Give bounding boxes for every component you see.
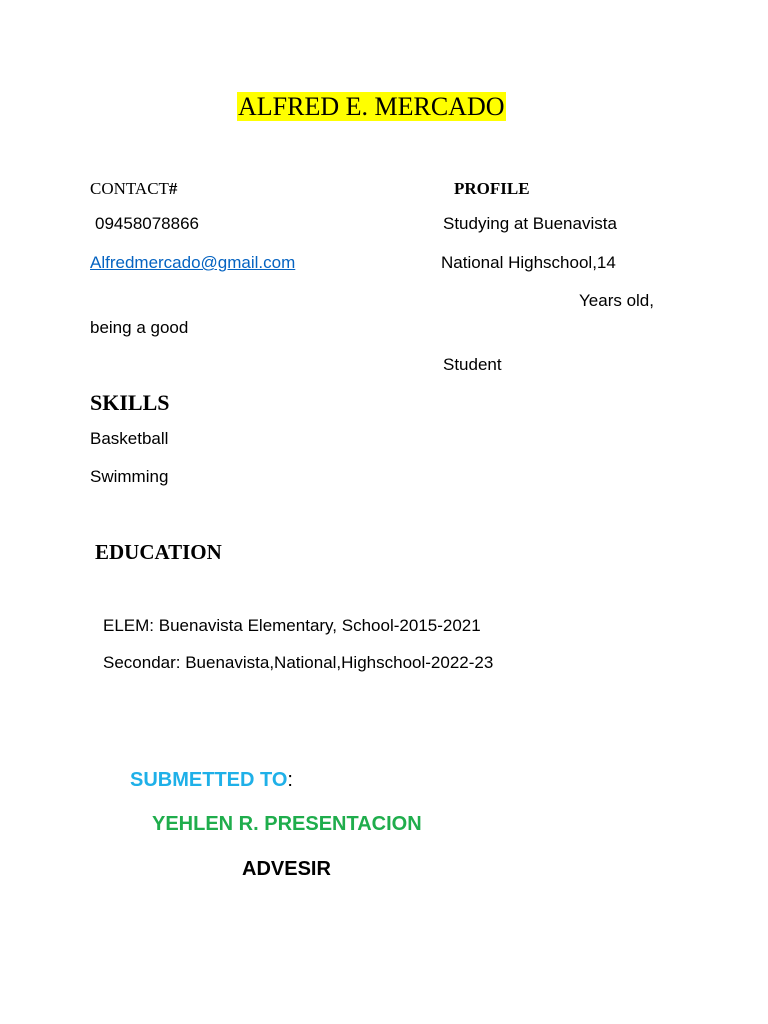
contact-email-link[interactable]: Alfredmercado@gmail.com	[90, 253, 296, 272]
education-heading: EDUCATION	[95, 540, 222, 564]
profile-line: Student	[443, 355, 502, 374]
profile-line: National Highschool,14	[441, 253, 616, 272]
education-item: Secondar: Buenavista,National,Highschool-2022-23	[103, 653, 494, 672]
contact-heading-hash: #	[168, 179, 178, 198]
resume-name-highlight: ALFRED E. MERCADO	[238, 92, 505, 121]
profile-line: Studying at Buenavista	[443, 214, 617, 233]
contact-phone: 09458078866	[95, 214, 200, 233]
resume-name-title	[237, 90, 506, 124]
adviser-name: YEHLEN R. PRESENTACION	[152, 813, 422, 835]
skills-heading: SKILLS	[90, 390, 170, 415]
education-item: ELEM: Buenavista Elementary, School-2015-2021	[103, 616, 481, 635]
submitted-to-label: SUBMETTED TO	[130, 769, 288, 791]
profile-line: Years old,	[579, 291, 654, 310]
adviser-role: ADVESIR	[242, 858, 331, 880]
contact-heading	[90, 178, 177, 200]
skill-item: Basketball	[90, 429, 169, 448]
submitted-to-colon: :	[287, 769, 293, 791]
skill-item: Swimming	[90, 467, 169, 486]
contact-heading-label: CONTACT	[90, 179, 169, 198]
profile-line: being a good	[90, 318, 189, 337]
submitted-to-line	[130, 767, 293, 793]
profile-heading: PROFILE	[454, 179, 530, 198]
